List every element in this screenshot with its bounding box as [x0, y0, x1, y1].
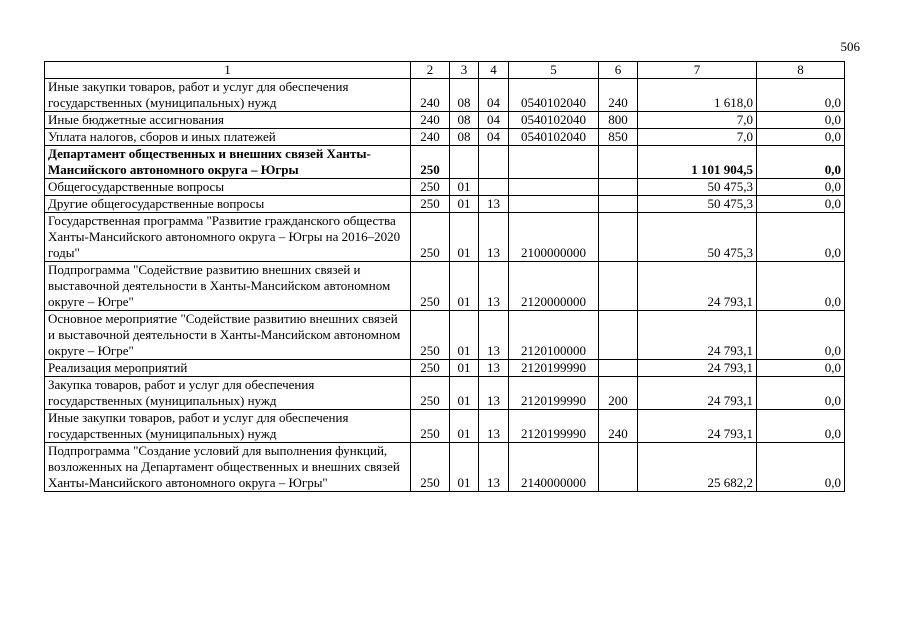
table-row	[45, 311, 845, 360]
cell-admin-code: 240	[411, 112, 450, 129]
page-number: 506	[840, 39, 860, 54]
cell-amount-second: 0,0	[757, 410, 845, 443]
cell-admin-code: 250	[411, 196, 450, 213]
cell-amount: 50 475,3	[638, 213, 757, 262]
cell-target-article: 0540102040	[509, 79, 599, 112]
cell-amount: 1 618,0	[638, 79, 757, 112]
cell-name: Закупка товаров, работ и услуг для обеспечения государственных (муниципальных) нужд	[45, 377, 411, 410]
cell-admin-code: 240	[411, 79, 450, 112]
column-header: 6	[599, 62, 638, 79]
table-row	[45, 262, 845, 311]
cell-name: Государственная программа "Развитие гражданского общества Ханты-Мансийского автономного округа – Югры на 2016–2020 годы"	[45, 213, 411, 262]
cell-section: 01	[450, 443, 479, 492]
cell-admin-code: 250	[411, 410, 450, 443]
cell-expense-type	[599, 179, 638, 196]
cell-amount-second: 0,0	[757, 311, 845, 360]
cell-expense-type	[599, 360, 638, 377]
cell-amount-second: 0,0	[757, 443, 845, 492]
cell-subsection: 13	[479, 360, 509, 377]
cell-amount: 24 793,1	[638, 262, 757, 311]
cell-amount: 24 793,1	[638, 410, 757, 443]
cell-target-article	[509, 146, 599, 179]
cell-admin-code: 250	[411, 213, 450, 262]
cell-section: 01	[450, 311, 479, 360]
cell-section: 08	[450, 129, 479, 146]
cell-expense-type	[599, 146, 638, 179]
table-header-row	[45, 62, 845, 79]
cell-section: 01	[450, 196, 479, 213]
cell-amount: 7,0	[638, 112, 757, 129]
column-header: 8	[757, 62, 845, 79]
cell-target-article: 2120100000	[509, 311, 599, 360]
cell-amount: 24 793,1	[638, 360, 757, 377]
cell-admin-code: 250	[411, 179, 450, 196]
cell-expense-type	[599, 311, 638, 360]
cell-target-article: 2140000000	[509, 443, 599, 492]
table-row	[45, 213, 845, 262]
cell-name: Основное мероприятие "Содействие развитию внешних связей и выставочной деятельности в Ханты-Мансийском автономном округе – Югре"	[45, 311, 411, 360]
cell-section: 01	[450, 360, 479, 377]
cell-name: Подпрограмма "Создание условий для выполнения функций, возложенных на Департамент общественных и внешних связей Ханты-Мансийского автономного округа – Югры"	[45, 443, 411, 492]
column-header: 5	[509, 62, 599, 79]
cell-name: Подпрограмма "Содействие развитию внешних связей и выставочной деятельности в Ханты-Мансийском автономном округе – Югре"	[45, 262, 411, 311]
cell-amount-second: 0,0	[757, 112, 845, 129]
cell-amount: 50 475,3	[638, 179, 757, 196]
cell-name: Иные бюджетные ассигнования	[45, 112, 411, 129]
cell-target-article	[509, 179, 599, 196]
cell-section: 01	[450, 179, 479, 196]
cell-target-article: 0540102040	[509, 129, 599, 146]
cell-amount-second: 0,0	[757, 377, 845, 410]
cell-admin-code: 250	[411, 311, 450, 360]
cell-section: 01	[450, 262, 479, 311]
cell-amount-second: 0,0	[757, 262, 845, 311]
cell-expense-type	[599, 213, 638, 262]
cell-target-article: 2120199990	[509, 410, 599, 443]
cell-expense-type	[599, 262, 638, 311]
cell-subsection: 04	[479, 129, 509, 146]
cell-expense-type	[599, 443, 638, 492]
cell-section: 08	[450, 79, 479, 112]
table-row	[45, 360, 845, 377]
cell-subsection: 13	[479, 377, 509, 410]
cell-name: Департамент общественных и внешних связей Ханты-Мансийского автономного округа – Югры	[45, 146, 411, 179]
cell-section: 01	[450, 410, 479, 443]
cell-amount: 24 793,1	[638, 377, 757, 410]
cell-amount-second: 0,0	[757, 79, 845, 112]
cell-section: 01	[450, 377, 479, 410]
cell-amount: 50 475,3	[638, 196, 757, 213]
table-row	[45, 410, 845, 443]
cell-amount-second: 0,0	[757, 196, 845, 213]
column-header: 7	[638, 62, 757, 79]
cell-target-article: 0540102040	[509, 112, 599, 129]
cell-subsection: 13	[479, 410, 509, 443]
cell-subsection	[479, 146, 509, 179]
cell-expense-type: 850	[599, 129, 638, 146]
cell-name: Иные закупки товаров, работ и услуг для обеспечения государственных (муниципальных) нужд	[45, 410, 411, 443]
cell-subsection: 13	[479, 443, 509, 492]
column-header: 3	[450, 62, 479, 79]
cell-admin-code: 250	[411, 146, 450, 179]
table-row	[45, 377, 845, 410]
cell-expense-type	[599, 196, 638, 213]
cell-amount-second: 0,0	[757, 146, 845, 179]
table-row	[45, 79, 845, 112]
column-header: 2	[411, 62, 450, 79]
cell-amount: 7,0	[638, 129, 757, 146]
cell-amount-second: 0,0	[757, 213, 845, 262]
cell-admin-code: 250	[411, 262, 450, 311]
cell-admin-code: 250	[411, 360, 450, 377]
cell-amount-second: 0,0	[757, 360, 845, 377]
table-row	[45, 129, 845, 146]
cell-section: 08	[450, 112, 479, 129]
table-row	[45, 112, 845, 129]
cell-name: Иные закупки товаров, работ и услуг для обеспечения государственных (муниципальных) нужд	[45, 79, 411, 112]
cell-section	[450, 146, 479, 179]
cell-name: Реализация мероприятий	[45, 360, 411, 377]
cell-target-article: 2100000000	[509, 213, 599, 262]
table-row	[45, 179, 845, 196]
cell-target-article: 2120199990	[509, 377, 599, 410]
budget-table	[44, 61, 845, 492]
cell-subsection: 04	[479, 112, 509, 129]
column-header: 4	[479, 62, 509, 79]
table-row	[45, 196, 845, 213]
cell-name: Общегосударственные вопросы	[45, 179, 411, 196]
cell-expense-type: 240	[599, 410, 638, 443]
cell-subsection: 13	[479, 213, 509, 262]
cell-admin-code: 250	[411, 377, 450, 410]
cell-subsection	[479, 179, 509, 196]
cell-expense-type: 240	[599, 79, 638, 112]
cell-expense-type: 800	[599, 112, 638, 129]
cell-expense-type: 200	[599, 377, 638, 410]
cell-name: Другие общегосударственные вопросы	[45, 196, 411, 213]
cell-target-article	[509, 196, 599, 213]
cell-target-article: 2120000000	[509, 262, 599, 311]
cell-subsection: 04	[479, 79, 509, 112]
cell-target-article: 2120199990	[509, 360, 599, 377]
cell-amount-second: 0,0	[757, 179, 845, 196]
cell-amount: 24 793,1	[638, 311, 757, 360]
cell-amount: 25 682,2	[638, 443, 757, 492]
cell-admin-code: 240	[411, 129, 450, 146]
cell-admin-code: 250	[411, 443, 450, 492]
table-row	[45, 443, 845, 492]
cell-amount-second: 0,0	[757, 129, 845, 146]
cell-subsection: 13	[479, 311, 509, 360]
cell-amount: 1 101 904,5	[638, 146, 757, 179]
cell-subsection: 13	[479, 196, 509, 213]
cell-subsection: 13	[479, 262, 509, 311]
cell-name: Уплата налогов, сборов и иных платежей	[45, 129, 411, 146]
table-row	[45, 146, 845, 179]
cell-section: 01	[450, 213, 479, 262]
column-header: 1	[45, 62, 411, 79]
